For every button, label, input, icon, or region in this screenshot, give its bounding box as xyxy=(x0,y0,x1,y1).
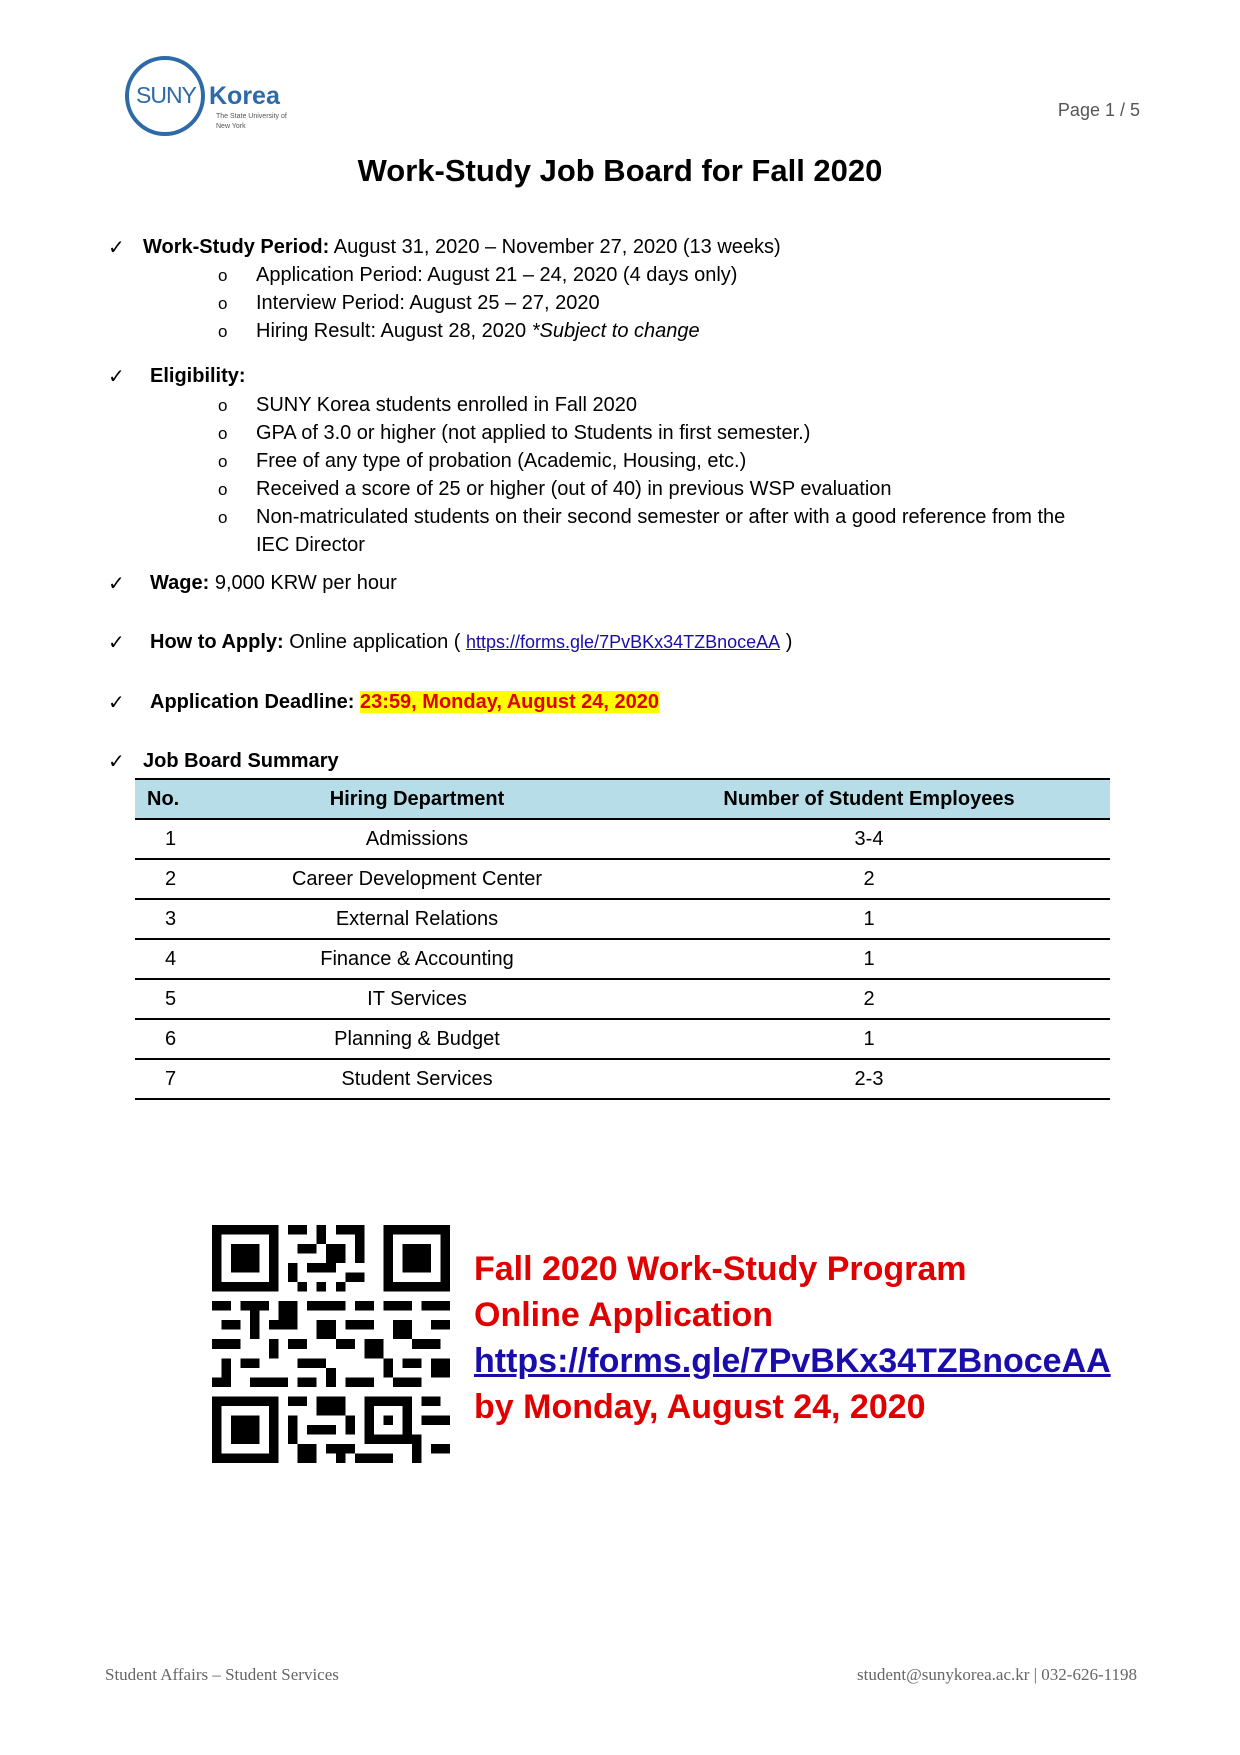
period-label: Work-Study Period: xyxy=(143,236,330,258)
footer-department: Student Affairs – Student Services xyxy=(105,1665,339,1684)
promo-application-link[interactable]: https://forms.gle/7PvBKx34TZBnoceAA xyxy=(474,1342,1111,1380)
column-header-employees: Number of Student Employees xyxy=(628,779,1110,819)
hiring-result-note: *Subject to change xyxy=(531,320,700,342)
row-employees: 1 xyxy=(628,939,1110,979)
hiring-result-text: Hiring Result: August 28, 2020 xyxy=(256,320,532,342)
row-number: 1 xyxy=(135,819,206,859)
job-board-table xyxy=(135,778,1110,1100)
promo-line-1: Fall 2020 Work-Study Program xyxy=(474,1250,967,1288)
summary-label: Job Board Summary xyxy=(143,750,339,772)
interview-period: Interview Period: August 25 – 27, 2020 xyxy=(256,292,600,314)
row-number: 2 xyxy=(135,859,206,899)
period-value: August 31, 2020 – November 27, 2020 (13 weeks) xyxy=(329,236,781,258)
bullet-icon: o xyxy=(218,452,228,471)
bullet-icon: o xyxy=(218,396,228,415)
check-icon: ✓ xyxy=(108,573,125,595)
eligibility-label: Eligibility: xyxy=(150,365,246,387)
wage-line xyxy=(150,572,397,595)
column-header-department: Hiring Department xyxy=(206,779,628,819)
apply-label: How to Apply: xyxy=(150,631,284,653)
suny-korea-logo xyxy=(125,56,300,144)
bullet-icon: o xyxy=(218,266,228,285)
logo-subtitle: The State University of xyxy=(216,113,287,120)
eligibility-item: GPA of 3.0 or higher (not applied to Students in first semester.) xyxy=(256,422,811,444)
check-icon: ✓ xyxy=(108,237,125,259)
row-employees: 2-3 xyxy=(628,1059,1110,1099)
logo-subtitle-2: New York xyxy=(216,123,246,130)
row-employees: 1 xyxy=(628,899,1110,939)
check-icon: ✓ xyxy=(108,366,125,388)
row-department: External Relations xyxy=(206,899,628,939)
logo-korea-text: Korea xyxy=(209,82,280,110)
application-link[interactable]: https://forms.gle/7PvBKx34TZBnoceAA xyxy=(466,632,781,652)
promo-line-2: Online Application xyxy=(474,1296,774,1334)
page-title: Work-Study Job Board for Fall 2020 xyxy=(357,153,883,188)
eligibility-item: SUNY Korea students enrolled in Fall 2020 xyxy=(256,394,637,416)
deadline-label: Application Deadline: xyxy=(150,691,355,713)
page-number: Page 1 / 5 xyxy=(1057,100,1140,120)
row-employees: 1 xyxy=(628,1019,1110,1059)
bullet-icon: o xyxy=(218,508,228,527)
row-employees: 2 xyxy=(628,979,1110,1019)
row-department: IT Services xyxy=(206,979,628,1019)
bullet-icon: o xyxy=(218,294,228,313)
wage-label: Wage: xyxy=(150,572,210,594)
row-number: 3 xyxy=(135,899,206,939)
footer-contact: student@sunykorea.ac.kr | 032-626-1198 xyxy=(857,1665,1137,1684)
row-employees: 3-4 xyxy=(628,819,1110,859)
table-row xyxy=(135,899,1110,939)
bullet-icon: o xyxy=(218,424,228,443)
row-number: 6 xyxy=(135,1019,206,1059)
table-row xyxy=(135,819,1110,859)
eligibility-item: Received a score of 25 or higher (out of 40) in previous WSP evaluation xyxy=(256,478,892,500)
check-icon: ✓ xyxy=(108,751,125,773)
table-row xyxy=(135,859,1110,899)
row-employees: 2 xyxy=(628,859,1110,899)
apply-value: Online application ( xyxy=(283,631,467,653)
table-header-row xyxy=(135,779,1110,819)
column-header-no: No. xyxy=(135,779,206,819)
row-department: Student Services xyxy=(206,1059,628,1099)
hiring-result xyxy=(256,320,700,343)
eligibility-item-continued: IEC Director xyxy=(256,534,365,556)
apply-close: ) xyxy=(780,631,793,653)
application-period: Application Period: August 21 – 24, 2020 (4 days only) xyxy=(256,264,738,286)
table-row xyxy=(135,979,1110,1019)
eligibility-item: Non-matriculated students on their second semester or after with a good reference from the xyxy=(256,506,1066,528)
table-row xyxy=(135,1059,1110,1099)
apply-line xyxy=(150,631,792,654)
logo-suny-text: SUNY xyxy=(136,82,196,108)
row-department: Admissions xyxy=(206,819,628,859)
qr-code-icon[interactable] xyxy=(212,1225,450,1463)
promo-line-4: by Monday, August 24, 2020 xyxy=(474,1388,926,1426)
check-icon: ✓ xyxy=(108,692,125,714)
row-department: Finance & Accounting xyxy=(206,939,628,979)
wage-value: 9,000 KRW per hour xyxy=(209,572,397,594)
check-icon: ✓ xyxy=(108,632,125,654)
row-department: Planning & Budget xyxy=(206,1019,628,1059)
row-number: 4 xyxy=(135,939,206,979)
row-number: 7 xyxy=(135,1059,206,1099)
row-number: 5 xyxy=(135,979,206,1019)
deadline-value: 23:59, Monday, August 24, 2020 xyxy=(360,691,660,713)
bullet-icon: o xyxy=(218,322,228,341)
table-row xyxy=(135,1019,1110,1059)
bullet-icon: o xyxy=(218,480,228,499)
row-department: Career Development Center xyxy=(206,859,628,899)
deadline-line xyxy=(150,691,659,714)
period-line xyxy=(143,236,781,259)
eligibility-item: Free of any type of probation (Academic, Housing, etc.) xyxy=(256,450,747,472)
table-row xyxy=(135,939,1110,979)
